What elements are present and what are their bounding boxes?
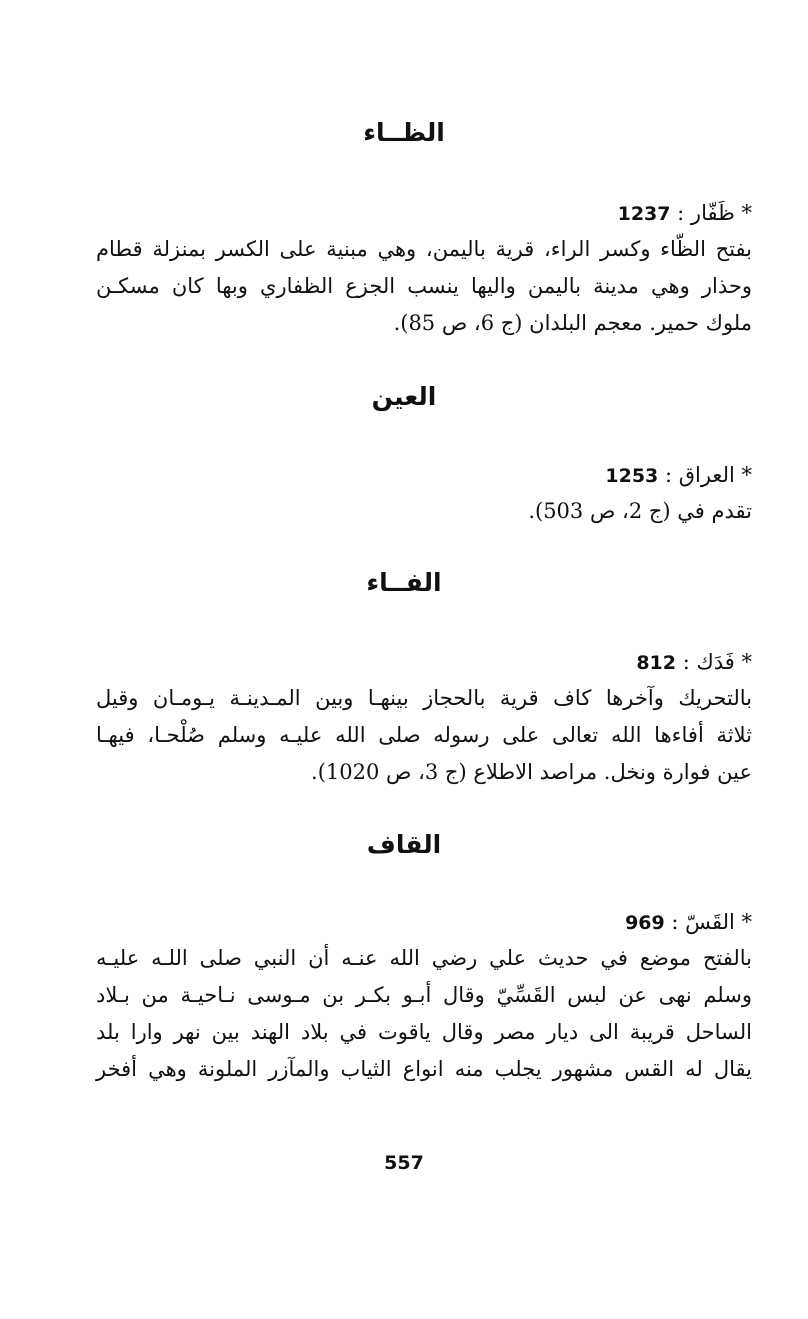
section-heading-qaf: القاف (366, 830, 442, 859)
entry-star-marker: * (741, 910, 752, 934)
entry-line: بالفتح موضع في حديث علي رضي الله عنـه أن النبي صلى اللـه عليـه (96, 946, 752, 970)
entry-line: الساحل قريبة الى ديار مصر وقال ياقوت في بلاد الهند بين نهر وارا بلد (96, 1020, 752, 1044)
entry-term: فَدَك : (682, 650, 735, 674)
section-heading-zha: الظــاء (363, 118, 445, 147)
entry-head (96, 645, 752, 680)
entry-line: تقدم في (ج 2، ص 503). (528, 499, 752, 523)
page-number: 557 (384, 1152, 424, 1174)
section-heading-ayn: العين (371, 382, 437, 411)
entry-fadak (96, 645, 752, 791)
entry-line: ثلاثة أفاءها الله تعالى على رسوله صلى الله عليـه وسلم صُلْحـا، فيهـا (96, 723, 752, 747)
entry-number: 1253 (605, 465, 659, 487)
entry-head (96, 458, 752, 493)
entry-term: القَسّ : (671, 910, 735, 934)
entry-qass (96, 905, 752, 1088)
entry-line: وحذار وهي مدينة باليمن واليها ينسب الجزع الظفاري وبها كان مسكـن (96, 274, 752, 298)
entry-line: يقال له القس مشهور يجلب منه انواع الثياب والمآزر الملونة وهي أفخر (96, 1057, 752, 1081)
entry-body (96, 680, 752, 791)
entry-zafar (96, 196, 752, 342)
section-heading-fa: الفــاء (366, 568, 442, 597)
entry-body (96, 493, 752, 530)
entry-body (96, 231, 752, 342)
entry-term: ظَفّار : (677, 201, 735, 225)
entry-iraq (96, 458, 752, 530)
entry-number: 969 (625, 912, 665, 934)
entry-term: العراق : (664, 463, 735, 487)
entry-line: عين فوارة ونخل. مراصد الاطلاع (ج 3، ص 1020). (311, 760, 752, 784)
entry-body (96, 940, 752, 1088)
entry-line: بفتح الظّاء وكسر الراء، قرية باليمن، وهي مبنية على الكسر بمنزلة قطام (96, 237, 752, 261)
entry-line: بالتحريك وآخرها كاف قرية بالحجاز بينهـا وبين المـدينـة يـومـان وقيل (96, 686, 752, 710)
entry-star-marker: * (741, 201, 752, 225)
entry-head (96, 196, 752, 231)
entry-star-marker: * (741, 650, 752, 674)
entry-star-marker: * (741, 463, 752, 487)
entry-line: وسلم نهى عن لبس القَسِّيّ وقال أبـو بكـر بن مـوسى نـاحيـة من بـلاد (96, 983, 752, 1007)
entry-number: 812 (636, 652, 676, 674)
entry-line: ملوك حمير. معجم البلدان (ج 6، ص 85). (393, 311, 752, 335)
entry-number: 1237 (617, 203, 671, 225)
entry-head (96, 905, 752, 940)
